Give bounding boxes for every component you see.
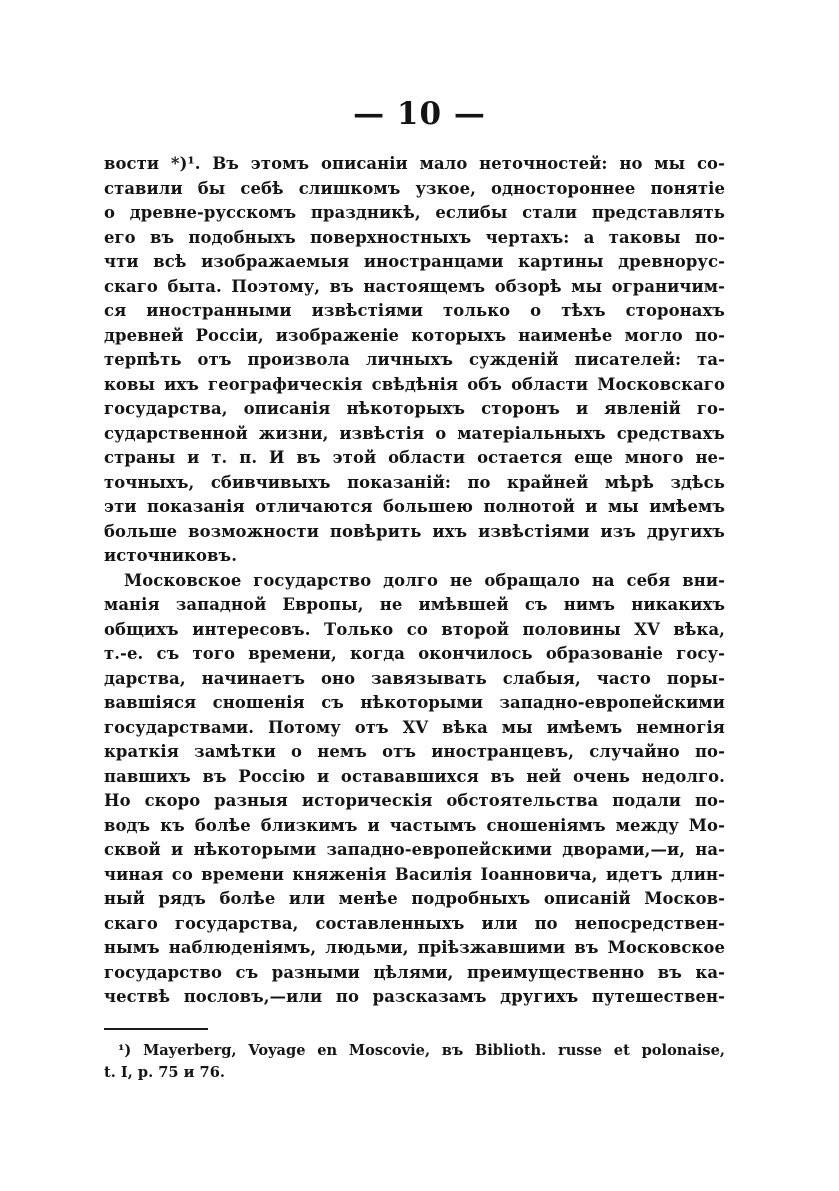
body-text (104, 152, 725, 1010)
text-line: точныхъ, сбивчивыхъ показаній: по крайней мѣрѣ здѣсь (104, 472, 725, 492)
text-line: Московское государство долго не обращало на себя вни- (124, 570, 725, 590)
text-line: ся иностранными извѣстіями только о тѣхъ сторонахъ (104, 301, 725, 320)
text-line: больше возможности повѣрить ихъ извѣстіями изъ другихъ (104, 521, 725, 541)
footnote-divider (104, 1028, 208, 1030)
text-line: древней Россіи, изображеніе которыхъ наименѣе могло по- (104, 325, 725, 345)
text-line: источниковъ. (104, 546, 238, 565)
text-line: вавшіяся сношенія съ нѣкоторыми западно-европейскими (104, 693, 725, 712)
text-line: общихъ интересовъ. Только со второй половины XV вѣка, (104, 619, 725, 639)
text-line: сквой и нѣкоторыми западно-европейскими дворами,—и, на- (104, 840, 725, 859)
text-line: чествѣ пословъ,—или по разсказамъ другихъ путешествен- (104, 987, 725, 1006)
footnote-line: t. I, p. 75 и 76. (104, 1064, 225, 1081)
text-line: водъ къ болѣе близкимъ и частымъ сношеніямъ между Мо- (104, 815, 725, 835)
text-line: страны и т. п. И въ этой области остается еще много не- (104, 448, 725, 467)
text-line: чиная со времени княженія Василія Іоанновича, идетъ длин- (104, 864, 725, 884)
text-line: вости *)¹. Въ этомъ описаніи мало неточностей: но мы со- (104, 154, 725, 173)
text-line: государства, описанія нѣкоторыхъ сторонъ и явленій го- (104, 399, 725, 418)
text-line: государство съ разными цѣлями, преимущественно въ ка- (104, 962, 725, 982)
text-line: государствами. Потому отъ XV вѣка мы имѣемъ немногія (104, 717, 725, 737)
text-line: скаго государства, составленныхъ или по непосредствен- (104, 913, 725, 933)
text-line: ковы ихъ географическія свѣдѣнія объ области Московскаго (104, 374, 725, 394)
text-line: манія западной Европы, не имѣвшей съ нимъ никакихъ (104, 595, 725, 614)
text-line: эти показанія отличаются большею полнотой и мы имѣемъ (104, 497, 725, 516)
text-line: нымъ наблюденіямъ, людьми, пріѣзжавшими въ Московское (104, 938, 725, 957)
text-line: о древне-русскомъ праздникѣ, еслибы стали представлять (104, 203, 725, 222)
text-line: Но скоро разныя историческія обстоятельства подали по- (104, 791, 725, 810)
text-line: ный рядъ болѣе или менѣе подробныхъ описаній Москов- (104, 889, 725, 908)
text-line: павшихъ въ Россію и остававшихся въ ней очень недолго. (104, 766, 725, 786)
text-line: краткія замѣтки о немъ отъ иностранцевъ, случайно по- (104, 742, 725, 761)
text-line: дарства, начинаетъ оно завязывать слабыя, часто поры- (104, 668, 725, 688)
footnote-line: ¹) Mayerberg, Voyage en Moscovie, въ Biblioth. russe et polonaise, (118, 1042, 725, 1059)
text-line: т.-е. съ того времени, когда окончилось образованіе госу- (104, 644, 725, 663)
text-line: его въ подобныхъ поверхностныхъ чертахъ: а таковы по- (104, 227, 725, 247)
text-line: скаго быта. Поэтому, въ настоящемъ обзорѣ мы ограничим- (104, 276, 725, 296)
page-number: — 10 — (353, 96, 486, 132)
footnote (104, 1040, 725, 1084)
text-line: ставили бы себѣ слишкомъ узкое, одностороннее понятіе (104, 178, 725, 198)
text-line: чти всѣ изображаемыя иностранцами картины древнорус- (104, 252, 725, 271)
text-line: сударственной жизни, извѣстія о матеріальныхъ средствахъ (104, 423, 725, 443)
text-line: терпѣть отъ произвола личныхъ сужденій писателей: та- (104, 350, 725, 369)
